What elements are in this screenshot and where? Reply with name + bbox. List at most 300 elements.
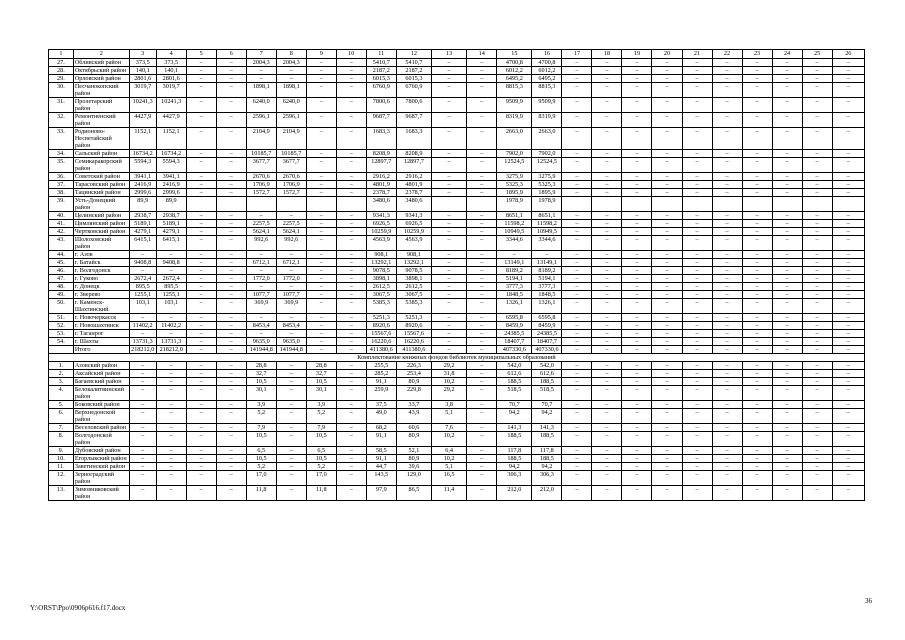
value-cell: –: [306, 128, 336, 150]
row-number-cell: 47.: [49, 275, 74, 283]
value-cell: 15: [497, 50, 532, 59]
value-cell: 80,9: [396, 378, 431, 386]
value-cell: –: [622, 322, 652, 330]
row-name-cell: г. Азов: [73, 251, 129, 259]
value-cell: –: [832, 401, 864, 409]
value-cell: [216, 197, 246, 212]
value-cell: –: [562, 378, 592, 386]
value-cell: –: [216, 447, 246, 455]
value-cell: 94,2: [497, 463, 532, 471]
value-cell: –: [742, 314, 772, 322]
value-cell: [622, 197, 652, 212]
value-cell: 212,0: [532, 486, 562, 501]
value-cell: 29,2: [432, 362, 467, 370]
value-cell: –: [216, 67, 246, 75]
row-number-cell: 31.: [49, 98, 74, 113]
value-cell: –: [592, 113, 622, 128]
value-cell: –: [802, 228, 832, 236]
value-cell: –: [276, 409, 306, 424]
value-cell: 10185,7: [246, 150, 276, 158]
value-cell: –: [622, 338, 652, 346]
value-cell: –: [772, 158, 802, 173]
value-cell: –: [772, 220, 802, 228]
row-name-cell: Итого: [73, 346, 129, 354]
value-cell: 13731,3: [129, 338, 156, 346]
value-cell: 140,1: [156, 67, 186, 75]
value-cell: –: [712, 75, 742, 83]
value-cell: 143,5: [366, 471, 396, 486]
value-cell: –: [336, 158, 366, 173]
value-cell: –: [802, 330, 832, 338]
table-row: [49, 236, 865, 251]
row-name-cell: Песчанокопский район: [73, 83, 129, 98]
value-cell: 9687,7: [396, 113, 431, 128]
value-cell: –: [432, 330, 467, 338]
value-cell: 141,3: [532, 424, 562, 432]
row-number-cell: 6.: [49, 409, 74, 424]
value-cell: –: [562, 181, 592, 189]
value-cell: –: [129, 330, 156, 338]
value-cell: 8189,2: [497, 267, 532, 275]
value-cell: 91,1: [366, 432, 396, 447]
value-cell: –: [682, 432, 712, 447]
value-cell: –: [622, 291, 652, 299]
value-cell: –: [592, 220, 622, 228]
value-cell: –: [432, 220, 467, 228]
value-cell: 2916,2: [366, 173, 396, 181]
value-cell: –: [336, 236, 366, 251]
value-cell: –: [592, 362, 622, 370]
value-cell: [246, 197, 276, 212]
value-cell: –: [772, 362, 802, 370]
value-cell: –: [216, 330, 246, 338]
value-cell: –: [562, 455, 592, 463]
value-cell: –: [186, 409, 216, 424]
value-cell: –: [276, 401, 306, 409]
value-cell: –: [652, 181, 682, 189]
row-name-cell: Пролетарский район: [73, 98, 129, 113]
row-number-cell: 8.: [49, 432, 74, 447]
value-cell: –: [742, 236, 772, 251]
value-cell: –: [467, 220, 497, 228]
row-number-cell: 27.: [49, 59, 74, 67]
value-cell: –: [622, 113, 652, 128]
value-cell: 369,9: [276, 299, 306, 314]
value-cell: –: [622, 330, 652, 338]
value-cell: –: [592, 330, 622, 338]
value-cell: 6,5: [306, 447, 336, 455]
value-cell: 2257,5: [276, 220, 306, 228]
value-cell: –: [467, 67, 497, 75]
value-cell: –: [336, 220, 366, 228]
value-cell: –: [306, 75, 336, 83]
value-cell: 908,1: [396, 251, 431, 259]
value-cell: –: [216, 251, 246, 259]
value-cell: 70,7: [497, 401, 532, 409]
value-cell: –: [832, 455, 864, 463]
value-cell: –: [129, 463, 156, 471]
value-cell: –: [592, 370, 622, 378]
value-cell: –: [622, 75, 652, 83]
value-cell: –: [652, 409, 682, 424]
value-cell: –: [306, 83, 336, 98]
value-cell: –: [682, 471, 712, 486]
value-cell: 8453,4: [276, 322, 306, 330]
value-cell: –: [186, 338, 216, 346]
value-cell: –: [432, 173, 467, 181]
value-cell: –: [742, 432, 772, 447]
value-cell: 1255,1: [156, 291, 186, 299]
value-cell: –: [832, 83, 864, 98]
value-cell: 2004,3: [246, 59, 276, 67]
value-cell: –: [832, 378, 864, 386]
value-cell: 7,6: [432, 424, 467, 432]
value-cell: [772, 197, 802, 212]
value-cell: –: [336, 291, 366, 299]
value-cell: –: [467, 236, 497, 251]
value-cell: 5325,3: [532, 181, 562, 189]
value-cell: –: [592, 378, 622, 386]
row-name-cell: Цимлянский район: [73, 220, 129, 228]
value-cell: 6415,1: [156, 236, 186, 251]
value-cell: [652, 197, 682, 212]
value-cell: –: [742, 220, 772, 228]
value-cell: –: [712, 173, 742, 181]
value-cell: –: [772, 275, 802, 283]
value-cell: 10,5: [246, 455, 276, 463]
value-cell: –: [336, 83, 366, 98]
table-row: [49, 251, 865, 259]
value-cell: –: [129, 455, 156, 463]
value-cell: 10,5: [306, 455, 336, 463]
value-cell: 39,6: [396, 463, 431, 471]
value-cell: 4279,1: [156, 228, 186, 236]
value-cell: 3941,1: [129, 173, 156, 181]
value-cell: –: [186, 362, 216, 370]
value-cell: –: [216, 432, 246, 447]
value-cell: 10949,5: [532, 228, 562, 236]
value-cell: 212,0: [497, 486, 532, 501]
value-cell: –: [276, 378, 306, 386]
value-cell: –: [156, 378, 186, 386]
value-cell: –: [832, 299, 864, 314]
value-cell: –: [432, 189, 467, 197]
value-cell: 2378,7: [366, 189, 396, 197]
value-cell: 9635,0: [246, 338, 276, 346]
value-cell: –: [802, 251, 832, 259]
value-cell: –: [592, 463, 622, 471]
value-cell: –: [216, 409, 246, 424]
value-cell: –: [832, 128, 864, 150]
value-cell: –: [432, 228, 467, 236]
value-cell: –: [802, 346, 832, 354]
value-cell: –: [622, 455, 652, 463]
value-cell: –: [622, 267, 652, 275]
value-cell: 518,5: [532, 386, 562, 401]
value-cell: –: [652, 346, 682, 354]
value-cell: –: [622, 378, 652, 386]
value-cell: 8920,6: [366, 322, 396, 330]
value-cell: 11,8: [306, 486, 336, 501]
value-cell: 1152,1: [129, 128, 156, 150]
value-cell: 3344,6: [497, 236, 532, 251]
table-row: [49, 59, 865, 67]
value-cell: –: [156, 471, 186, 486]
row-name-cell: Родионово-Несветайский район: [73, 128, 129, 150]
value-cell: –: [712, 455, 742, 463]
value-cell: –: [592, 267, 622, 275]
value-cell: 16220,6: [366, 338, 396, 346]
row-number-cell: 42.: [49, 228, 74, 236]
value-cell: 218212,0: [156, 346, 186, 354]
value-cell: –: [682, 113, 712, 128]
value-cell: –: [772, 322, 802, 330]
value-cell: 11598,2: [532, 220, 562, 228]
value-cell: –: [467, 291, 497, 299]
value-cell: 1683,3: [366, 128, 396, 150]
value-cell: –: [652, 330, 682, 338]
value-cell: 1683,3: [396, 128, 431, 150]
value-cell: –: [156, 432, 186, 447]
value-cell: –: [592, 59, 622, 67]
value-cell: 3777,3: [532, 283, 562, 291]
value-cell: –: [432, 283, 467, 291]
value-cell: –: [622, 59, 652, 67]
row-number-cell: 35.: [49, 158, 74, 173]
value-cell: –: [432, 181, 467, 189]
value-cell: –: [246, 212, 276, 220]
value-cell: –: [832, 463, 864, 471]
value-cell: –: [186, 346, 216, 354]
value-cell: 13: [432, 50, 467, 59]
value-cell: –: [336, 314, 366, 322]
value-cell: 12524,5: [497, 158, 532, 173]
value-cell: –: [712, 150, 742, 158]
table-row: [49, 314, 865, 322]
value-cell: –: [832, 228, 864, 236]
value-cell: –: [186, 251, 216, 259]
table-row: [49, 113, 865, 128]
value-cell: –: [497, 251, 532, 259]
value-cell: –: [832, 409, 864, 424]
value-cell: –: [467, 83, 497, 98]
value-cell: 43,9: [396, 409, 431, 424]
value-cell: –: [622, 432, 652, 447]
value-cell: –: [246, 330, 276, 338]
row-name-cell: Багаевский район: [73, 378, 129, 386]
value-cell: 253,4: [396, 370, 431, 378]
value-cell: 218212,0: [131, 346, 155, 353]
value-cell: –: [467, 330, 497, 338]
row-number-cell: 11.: [49, 463, 74, 471]
value-cell: –: [592, 275, 622, 283]
value-cell: –: [592, 386, 622, 401]
value-cell: –: [186, 486, 216, 501]
value-cell: –: [772, 330, 802, 338]
value-cell: 141,3: [497, 424, 532, 432]
value-cell: –: [432, 275, 467, 283]
value-cell: –: [432, 158, 467, 173]
file-path-footer: Y:\ORST\Ppo\0906p616.f17.docx: [30, 604, 126, 612]
value-cell: –: [742, 128, 772, 150]
value-cell: –: [832, 424, 864, 432]
value-cell: 30,1: [246, 386, 276, 401]
value-cell: –: [432, 314, 467, 322]
row-name-cell: Зерноградский район: [73, 471, 129, 486]
value-cell: –: [186, 378, 216, 386]
value-cell: 16734,2: [156, 150, 186, 158]
value-cell: 4563,9: [396, 236, 431, 251]
value-cell: –: [336, 275, 366, 283]
value-cell: –: [306, 338, 336, 346]
value-cell: 5189,1: [129, 220, 156, 228]
value-cell: –: [306, 251, 336, 259]
value-cell: [712, 197, 742, 212]
row-number-cell: 45.: [49, 259, 74, 267]
value-cell: 6: [216, 50, 246, 59]
table-row: [49, 370, 865, 378]
value-cell: –: [336, 471, 366, 486]
value-cell: –: [562, 113, 592, 128]
value-cell: –: [186, 447, 216, 455]
table-row: [49, 220, 865, 228]
value-cell: –: [306, 189, 336, 197]
value-cell: –: [652, 83, 682, 98]
row-name-cell: г. Донецк: [73, 283, 129, 291]
table-row: [49, 83, 865, 98]
value-cell: 2596,1: [246, 113, 276, 128]
value-cell: –: [467, 283, 497, 291]
value-cell: 68,2: [366, 424, 396, 432]
table-row: [49, 447, 865, 455]
value-cell: 10949,5: [497, 228, 532, 236]
value-cell: –: [682, 401, 712, 409]
value-cell: –: [186, 67, 216, 75]
row-name-cell: г. Каменск-Шахтинский: [73, 299, 129, 314]
row-name-cell: Егорлыкский район: [73, 455, 129, 463]
value-cell: 5,1: [432, 463, 467, 471]
value-cell: –: [336, 386, 366, 401]
value-cell: –: [652, 362, 682, 370]
value-cell: –: [622, 447, 652, 455]
value-cell: –: [306, 275, 336, 283]
value-cell: –: [682, 158, 712, 173]
value-cell: –: [432, 299, 467, 314]
value-cell: –: [622, 401, 652, 409]
value-cell: –: [562, 212, 592, 220]
value-cell: [562, 197, 592, 212]
value-cell: –: [802, 299, 832, 314]
value-cell: –: [562, 447, 592, 455]
value-cell: 5410,7: [396, 59, 431, 67]
value-cell: –: [682, 486, 712, 501]
value-cell: –: [336, 128, 366, 150]
value-cell: –: [742, 228, 772, 236]
value-cell: –: [802, 98, 832, 113]
row-number-cell: 53.: [49, 330, 74, 338]
value-cell: 188,5: [532, 432, 562, 447]
value-cell: 3777,3: [497, 283, 532, 291]
value-cell: –: [622, 83, 652, 98]
value-cell: –: [652, 75, 682, 83]
value-cell: –: [772, 401, 802, 409]
value-cell: [802, 197, 832, 212]
value-cell: –: [622, 299, 652, 314]
value-cell: –: [562, 299, 592, 314]
value-cell: –: [467, 267, 497, 275]
value-cell: –: [772, 386, 802, 401]
value-cell: 285,2: [366, 370, 396, 378]
value-cell: –: [772, 409, 802, 424]
value-cell: [432, 197, 467, 212]
value-cell: –: [652, 236, 682, 251]
value-cell: –: [129, 486, 156, 501]
value-cell: 3677,7: [246, 158, 276, 173]
value-cell: 16: [532, 50, 562, 59]
value-cell: 33,7: [396, 401, 431, 409]
value-cell: 89,9: [156, 197, 186, 212]
value-cell: –: [432, 59, 467, 67]
value-cell: –: [622, 463, 652, 471]
row-name-cell: г. Шахты: [73, 338, 129, 346]
value-cell: 2916,2: [396, 173, 431, 181]
value-cell: –: [802, 220, 832, 228]
value-cell: 6012,2: [532, 67, 562, 75]
value-cell: –: [562, 189, 592, 197]
value-cell: –: [772, 173, 802, 181]
value-cell: 8453,4: [246, 322, 276, 330]
value-cell: 411380,6: [396, 346, 431, 354]
value-cell: –: [186, 330, 216, 338]
value-cell: –: [712, 228, 742, 236]
value-cell: 255,5: [366, 362, 396, 370]
value-cell: –: [562, 346, 592, 354]
value-cell: 8208,9: [396, 150, 431, 158]
value-cell: –: [652, 455, 682, 463]
value-cell: 2378,7: [396, 189, 431, 197]
value-cell: –: [216, 275, 246, 283]
value-cell: –: [772, 75, 802, 83]
value-cell: 2004,3: [276, 59, 306, 67]
table-row: [49, 173, 865, 181]
value-cell: –: [802, 471, 832, 486]
value-cell: 5251,3: [366, 314, 396, 322]
value-cell: –: [467, 463, 497, 471]
value-cell: –: [802, 83, 832, 98]
value-cell: 9687,7: [366, 113, 396, 128]
value-cell: –: [622, 212, 652, 220]
value-cell: –: [682, 463, 712, 471]
value-cell: 9408,8: [129, 259, 156, 267]
value-cell: 32,7: [306, 370, 336, 378]
value-cell: 518,5: [497, 386, 532, 401]
value-cell: –: [156, 362, 186, 370]
value-cell: –: [712, 212, 742, 220]
value-cell: –: [562, 409, 592, 424]
value-cell: 8815,3: [532, 83, 562, 98]
value-cell: 17,0: [306, 471, 336, 486]
value-cell: 1978,9: [497, 197, 532, 212]
value-cell: –: [742, 173, 772, 181]
value-cell: 15567,6: [396, 330, 431, 338]
value-cell: –: [216, 370, 246, 378]
value-cell: –: [652, 113, 682, 128]
value-cell: 1255,1: [129, 291, 156, 299]
value-cell: –: [186, 173, 216, 181]
value-cell: 1706,9: [276, 181, 306, 189]
value-cell: –: [336, 486, 366, 501]
table-row: [49, 189, 865, 197]
